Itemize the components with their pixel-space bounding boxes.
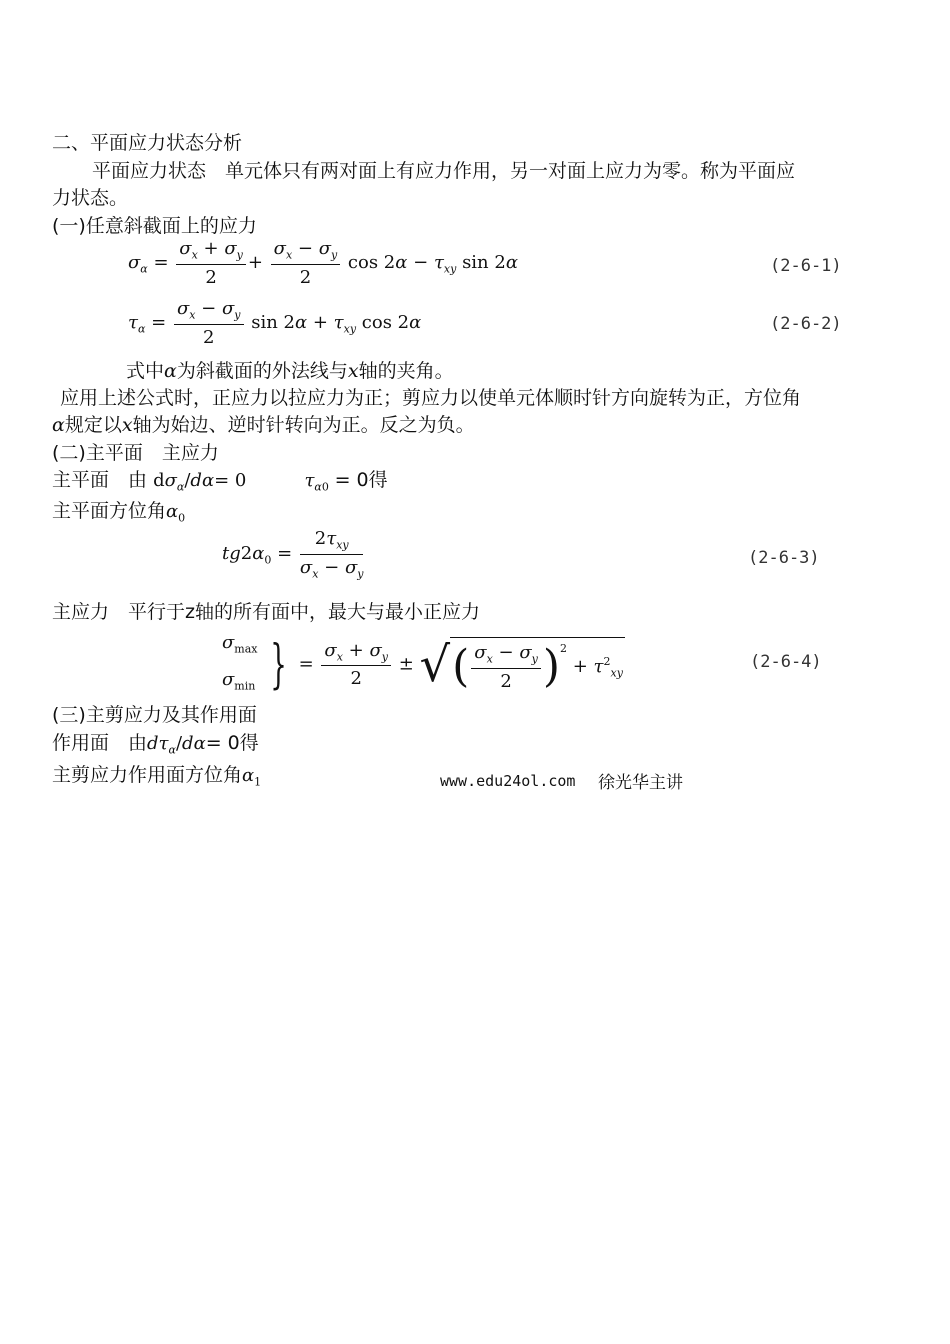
subsection-1-title: (一)任意斜截面上的应力	[52, 215, 257, 237]
intro-line-2: 力状态。	[52, 187, 129, 209]
subsection-2-title: (二)主平面 主应力	[52, 442, 219, 464]
sign-convention-line-2: α规定以x轴为始边、逆时针转向为正。反之为负。	[52, 414, 475, 436]
equation-number-1: (2-6-1)	[770, 256, 842, 276]
shear-plane-condition: 作用面 由$d\tau_\alpha/d\alpha= 0$得	[52, 732, 259, 757]
equation-2-6-4: $\sigma_{max}$ $\sigma_{min}$ } = $\frac{\sigma_x + \sigma_y}{2}$ ± √( $\frac{\sigma_x - \sigma_y}{2}$ )$^2 + \tau^2_{xy}$	[222, 632, 623, 695]
equation-number-3: (2-6-3)	[748, 548, 820, 568]
principal-plane-condition: 主平面 由 $d\sigma_\alpha/d\alpha= 0$ $\tau_{\alpha 0} = 0$得	[52, 469, 388, 494]
where-text: 式中α为斜截面的外法线与x轴的夹角。	[126, 360, 454, 382]
equation-number-4: (2-6-4)	[750, 652, 822, 672]
subsection-3-title: (三)主剪应力及其作用面	[52, 704, 257, 726]
equation-number-2: (2-6-2)	[770, 314, 842, 334]
equation-2-6-1: $\sigma_\alpha$ = $\frac{\sigma_x + \sigma_y}{2}$ + $\frac{\sigma_x - \sigma_y}{2}$ $\cos 2\alpha - \tau_{xy}$ sin 2α	[128, 238, 518, 288]
intro-line-1: 平面应力状态 单元体只有两对面上有应力作用，另一对面上应力为零。称为平面应	[92, 160, 796, 182]
shear-angle-label: 主剪应力作用面方位角$\alpha_1$	[52, 764, 262, 789]
equation-2-6-3: $tg2\alpha_0$ = $\frac{2\tau_{xy}}{\sigma_x - \sigma_y}$	[222, 528, 364, 581]
principal-angle-label: 主平面方位角$\alpha_0$	[52, 500, 186, 525]
sign-convention-line-1: 应用上述公式时，正应力以拉应力为正；剪应力以使单元体顺时针方向旋转为正，方位角	[60, 387, 802, 409]
footer-lecturer: 徐光华主讲	[598, 773, 683, 793]
principal-stress-label: 主应力 平行于z轴的所有面中，最大与最小正应力	[52, 601, 480, 623]
equation-2-6-2: $\tau_\alpha$ = $\frac{\sigma_x - \sigma_y}{2}$ $\sin 2\alpha + \tau_{xy}$ cos 2α	[128, 298, 422, 348]
section-title: 二、平面应力状态分析	[52, 132, 243, 154]
footer-site: www.edu24ol.com	[440, 772, 576, 790]
